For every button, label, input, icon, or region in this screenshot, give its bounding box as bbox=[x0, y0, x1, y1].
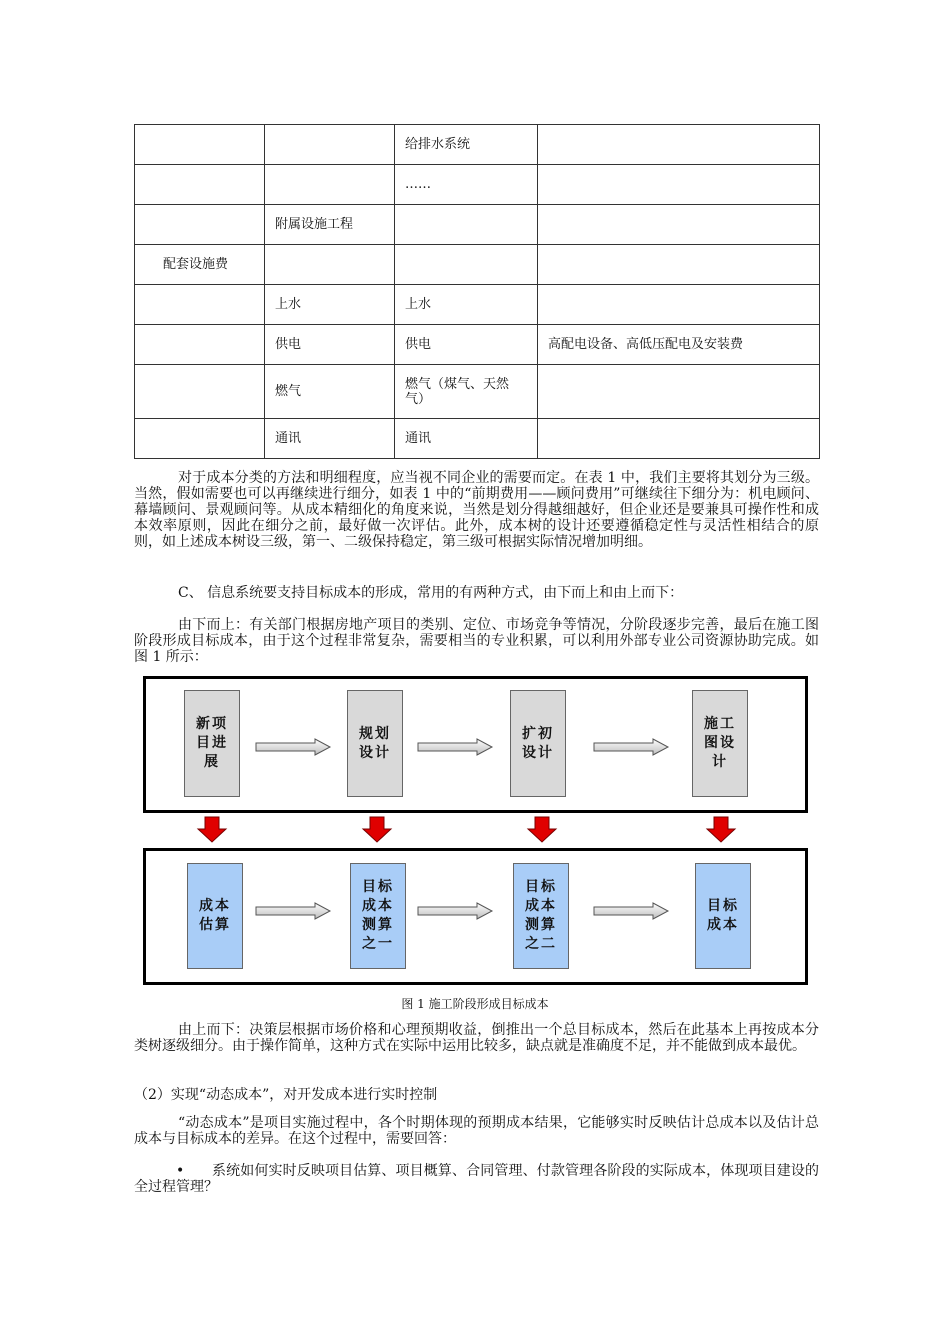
arrow-right bbox=[594, 739, 668, 755]
section-heading-dynamic-cost: （2）实现“动态成本”，对开发成本进行实时控制 bbox=[134, 1087, 438, 1103]
arrow-right bbox=[418, 903, 492, 919]
arrow-right bbox=[256, 903, 330, 919]
paragraph-info-system: C、 信息系统要支持目标成本的形成，常用的有两种方式，由下而上和由上而下： bbox=[178, 585, 684, 601]
table-cell: 给排水系统 bbox=[395, 125, 538, 165]
arrow-down bbox=[707, 817, 735, 842]
paragraph-dynamic-cost: “动态成本”是项目实施过程中，各个时期体现的预期成本结果，它能够实时反映估计总成本以及估计总成本与目标成本的差异。在这个过程中，需要回答： bbox=[134, 1115, 819, 1147]
stage-box-planning-design: 规划 设计 bbox=[347, 690, 403, 797]
table-cell: 上水 bbox=[395, 285, 538, 325]
cost-box-estimate: 成本 估算 bbox=[187, 863, 243, 969]
table-cell: 高配电设备、高低压配电及安装费 bbox=[538, 325, 820, 365]
arrow-down bbox=[198, 817, 226, 842]
arrow-down bbox=[528, 817, 556, 842]
table-cell: 燃气（煤气、天然气） bbox=[395, 365, 538, 419]
cost-box-target-calc-2: 目标 成本 测算 之二 bbox=[513, 863, 569, 969]
stage-box-new-project: 新项 目进 展 bbox=[184, 690, 240, 797]
table-cell: 通讯 bbox=[265, 419, 395, 459]
arrow-right bbox=[256, 739, 330, 755]
bullet-icon: • bbox=[176, 1163, 185, 1179]
paragraph-cost-classification: 对于成本分类的方法和明细程度，应当视不同企业的需要而定。在表 1 中，我们主要将其划分为三级。当然，假如需要也可以再继续进行细分，如表 1 中的“前期费用——顾问费用”可继续往下细分为：机电顾问、幕墙顾问、景观顾问等。从成本精细化的角度来说，当然是划分得越细越好，但企业还是要兼具可操作性和成本效率原则，因此在细分之前，最好做一次评估。此外，成本树的设计还要遵循稳定性与灵活性相结合的原则，如上述成本树设三级，第一、二级保持稳定，第三级可根据实际情况增加明细。 bbox=[134, 470, 819, 550]
cost-box-target-calc-1: 目标 成本 测算 之一 bbox=[350, 863, 406, 969]
table-cell: 配套设施费 bbox=[135, 245, 265, 285]
figure-caption: 图 1 施工阶段形成目标成本 bbox=[401, 997, 549, 1011]
stage-box-preliminary-design: 扩初 设计 bbox=[510, 690, 566, 797]
cost-box-target-cost: 目标 成本 bbox=[695, 863, 751, 969]
arrow-right bbox=[594, 903, 668, 919]
paragraph-bottom-up: 由下而上：有关部门根据房地产项目的类别、定位、市场竞争等情况，分阶段逐步完善，最后在施工图阶段形成目标成本，由于这个过程非常复杂，需要相当的专业积累，可以利用外部专业公司资源协助完成。如图 1 所示： bbox=[134, 617, 819, 665]
table-cell: 附属设施工程 bbox=[265, 205, 395, 245]
table-cell: …… bbox=[395, 165, 538, 205]
arrow-down bbox=[363, 817, 391, 842]
stage-box-construction-drawing: 施工 图设 计 bbox=[692, 690, 748, 797]
table-cell: 供电 bbox=[265, 325, 395, 365]
arrow-right bbox=[418, 739, 492, 755]
table-cell: 供电 bbox=[395, 325, 538, 365]
table-cell: 燃气 bbox=[265, 365, 395, 419]
table-cell: 通讯 bbox=[395, 419, 538, 459]
paragraph-bullet-question: 系统如何实时反映项目估算、项目概算、合同管理、付款管理各阶段的实际成本，体现项目建设的全过程管理？ bbox=[134, 1163, 819, 1195]
table-cell: 上水 bbox=[265, 285, 395, 325]
paragraph-top-down: 由上而下：决策层根据市场价格和心理预期收益，倒推出一个总目标成本，然后在此基本上再按成本分类树逐级细分。由于操作简单，这种方式在实际中运用比较多，缺点就是准确度不足，并不能做到成本最优。 bbox=[134, 1022, 819, 1054]
